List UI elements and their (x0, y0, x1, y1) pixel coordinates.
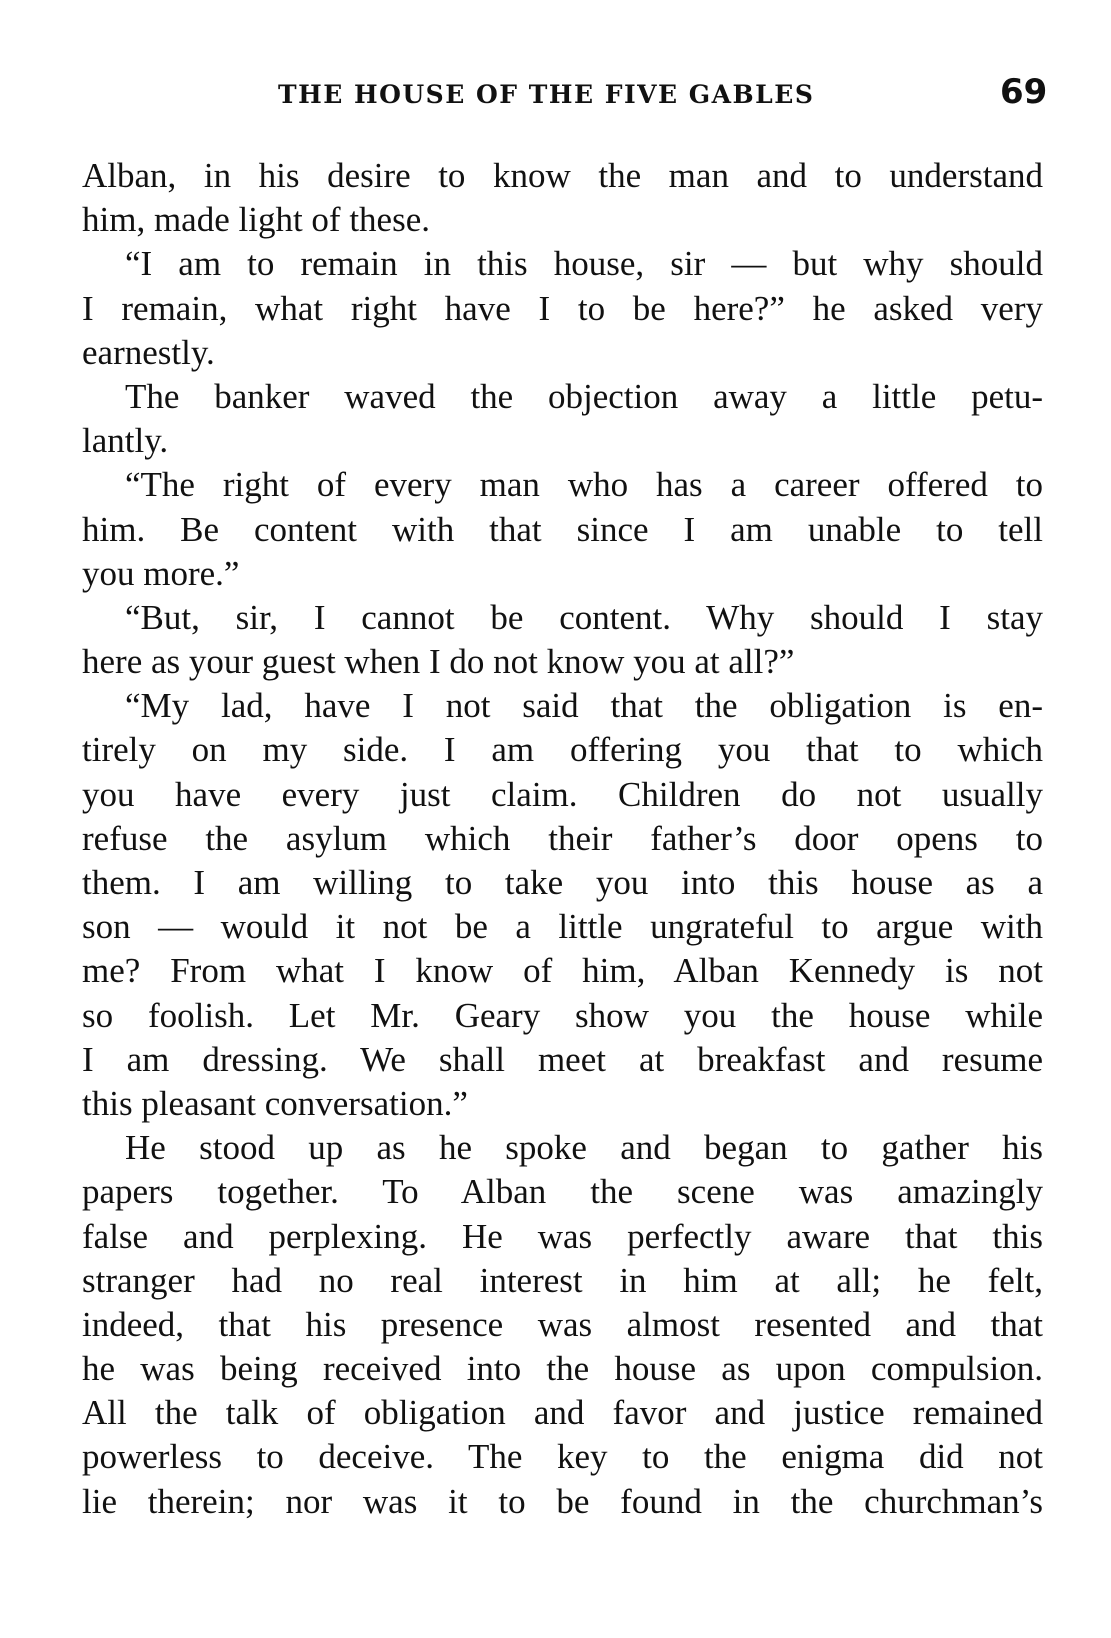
text-line: All the talk of obligation and favor and justice remained (82, 1393, 1043, 1433)
text-line: I am dressing. We shall meet at breakfast and resume (82, 1039, 1043, 1079)
page-number: 69 (1000, 72, 1048, 112)
text-line: so foolish. Let Mr. Geary show you the house while (82, 995, 1043, 1035)
text-line: you have every just claim. Children do not usually (82, 774, 1043, 814)
text-line: I remain, what right have I to be here?” he asked very (82, 288, 1043, 328)
text-line: this pleasant conversation.” (82, 1083, 468, 1123)
text-line: he was being received into the house as upon compulsion. (82, 1349, 1043, 1389)
text-line: him, made light of these. (82, 200, 430, 240)
text-line: The banker waved the objection away a little petu- (125, 376, 1043, 416)
text-line: son — would it not be a little ungrateful to argue with (82, 907, 1043, 947)
text-line: Alban, in his desire to know the man and to understand (82, 156, 1043, 195)
text-line: powerless to deceive. The key to the enigma did not (82, 1437, 1043, 1477)
text-line: tirely on my side. I am offering you that to which (82, 730, 1043, 770)
running-title: THE HOUSE OF THE FIVE GABLES (278, 80, 815, 109)
text-line: “My lad, have I not said that the obligation is en- (125, 686, 1043, 726)
text-line: them. I am willing to take you into this house as a (82, 863, 1043, 902)
running-head (0, 72, 1111, 116)
text-line: here as your guest when I do not know you at all?” (82, 642, 795, 682)
text-line: “The right of every man who has a career offered to (125, 465, 1043, 505)
text-line: him. Be content with that since I am unable to tell (82, 509, 1043, 549)
text-line: earnestly. (82, 332, 215, 372)
text-line: false and perplexing. He was perfectly aware that this (82, 1216, 1043, 1256)
text-line: me? From what I know of him, Alban Kennedy is not (82, 951, 1043, 991)
text-line: papers together. To Alban the scene was amazingly (82, 1172, 1043, 1212)
text-line: lie therein; nor was it to be found in the churchman’s (82, 1481, 1043, 1521)
text-line: lantly. (82, 421, 169, 461)
text-line: refuse the asylum which their father’s door opens to (82, 818, 1043, 858)
text-line: He stood up as he spoke and began to gather his (125, 1128, 1043, 1168)
text-line: “I am to remain in this house, sir — but why should (125, 244, 1043, 284)
text-line: indeed, that his presence was almost resented and that (82, 1304, 1043, 1344)
text-line: stranger had no real interest in him at all; he felt, (82, 1260, 1043, 1300)
text-line: you more.” (82, 553, 240, 593)
body-text (82, 154, 1043, 1524)
text-line: “But, sir, I cannot be content. Why should I stay (125, 597, 1043, 637)
